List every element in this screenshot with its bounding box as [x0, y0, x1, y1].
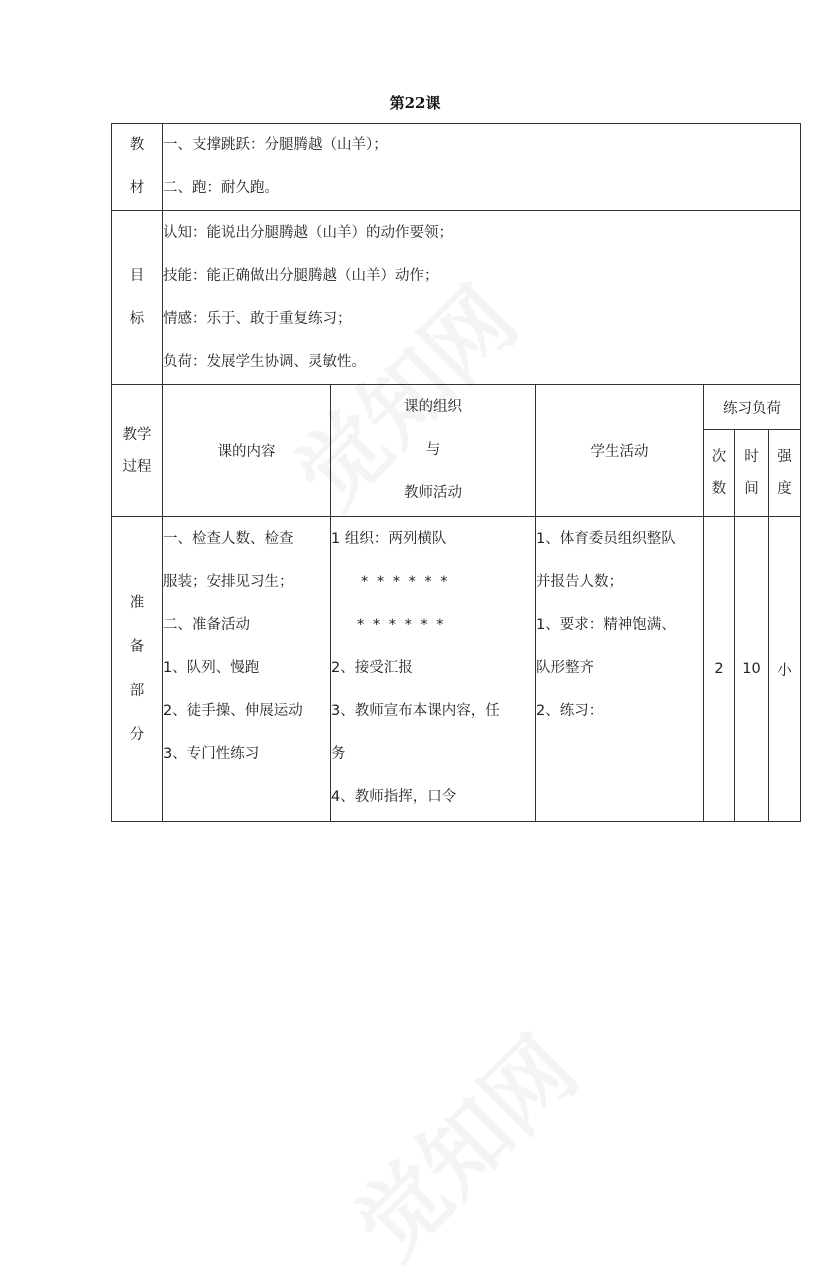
objectives-content [163, 211, 801, 385]
prep-org-line: 2、接受汇报 [331, 660, 413, 676]
content-column-header: 课的内容 [163, 385, 331, 517]
process-label-line: 过程 [122, 458, 152, 475]
objectives-row [112, 211, 801, 385]
materials-content [163, 124, 801, 211]
load-intensity-line: 强 [777, 449, 792, 465]
load-intensity-header [769, 430, 801, 517]
prep-label-char: 备 [129, 639, 145, 655]
prep-org-line: 1 组织：两列横队 [331, 531, 447, 547]
load-count-line: 次 [711, 449, 727, 465]
load-time-header [735, 430, 769, 517]
prep-intensity: 小 [769, 517, 801, 822]
materials-label-line: 材 [129, 180, 145, 196]
prep-student-line: 并报告人数； [536, 574, 623, 590]
prep-content-line: 1、队列、慢跑 [163, 660, 260, 676]
objectives-label-line: 目 [129, 267, 145, 284]
load-time-line: 间 [744, 481, 759, 497]
process-header-row [112, 385, 801, 430]
prep-student-line: 1、要求：精神饱满、 [536, 617, 676, 633]
load-header: 练习负荷 [704, 385, 801, 430]
objective-item: 认知：能说出分腿腾越（山羊）的动作要领； [163, 224, 453, 241]
prep-duration: 10 [735, 517, 769, 822]
load-intensity-line: 度 [777, 481, 792, 497]
objectives-label-line: 标 [129, 310, 145, 327]
prep-content [163, 517, 331, 822]
load-count-header [704, 430, 735, 517]
prep-org-line: 3、教师宣布本课内容，任 [331, 703, 500, 719]
organization-column-header [331, 385, 536, 517]
prep-organization [331, 517, 536, 822]
formation-row: * * * * * * [361, 574, 450, 590]
objective-item: 技能：能正确做出分腿腾越（山羊）动作； [163, 267, 439, 284]
prep-student-line: 2、练习： [536, 703, 604, 719]
prep-content-line: 服装；安排见习生； [163, 574, 294, 590]
objective-item: 负荷：发展学生协调、灵敏性。 [163, 353, 366, 370]
organization-header-line: 课的组织 [404, 399, 462, 415]
materials-item: 一、支撑跳跃：分腿腾越（山羊）； [163, 137, 388, 153]
objective-item: 情感：乐于、敢于重复练习； [163, 310, 352, 327]
prep-student-line: 1、体育委员组织整队 [536, 531, 676, 547]
prep-label-char: 准 [129, 595, 145, 611]
prep-label-char: 分 [129, 727, 145, 743]
process-label [112, 385, 163, 517]
materials-label [112, 124, 163, 211]
lesson-plan-table [111, 123, 801, 822]
formation-row: * * * * * * [357, 617, 446, 633]
load-time-line: 时 [744, 449, 759, 465]
materials-label-line: 教 [129, 137, 145, 153]
prep-org-line: 4、教师指挥，口令 [331, 789, 457, 805]
prep-label [112, 517, 163, 822]
watermark [324, 1005, 600, 1281]
prep-row [112, 517, 801, 822]
prep-content-line: 3、专门性练习 [163, 746, 260, 762]
organization-header-line: 教师活动 [404, 485, 462, 501]
page-title: 第22课 [389, 94, 441, 112]
organization-header-line: 与 [425, 442, 441, 458]
process-label-line: 教学 [122, 426, 152, 443]
prep-label-char: 部 [129, 683, 145, 699]
load-count-line: 数 [711, 481, 727, 497]
materials-row [112, 124, 801, 211]
prep-times: 2 [704, 517, 735, 822]
prep-student-line: 队形整齐 [536, 660, 594, 676]
prep-student-activity [536, 517, 704, 822]
prep-org-line: 务 [331, 746, 346, 762]
student-activity-column-header: 学生活动 [536, 385, 704, 517]
objectives-label [112, 211, 163, 385]
materials-item: 二、跑：耐久跑。 [163, 180, 279, 196]
prep-content-line: 2、徒手操、伸展运动 [163, 703, 303, 719]
prep-content-line: 二、准备活动 [163, 617, 250, 633]
prep-content-line: 一、检查人数、检查 [163, 531, 294, 547]
